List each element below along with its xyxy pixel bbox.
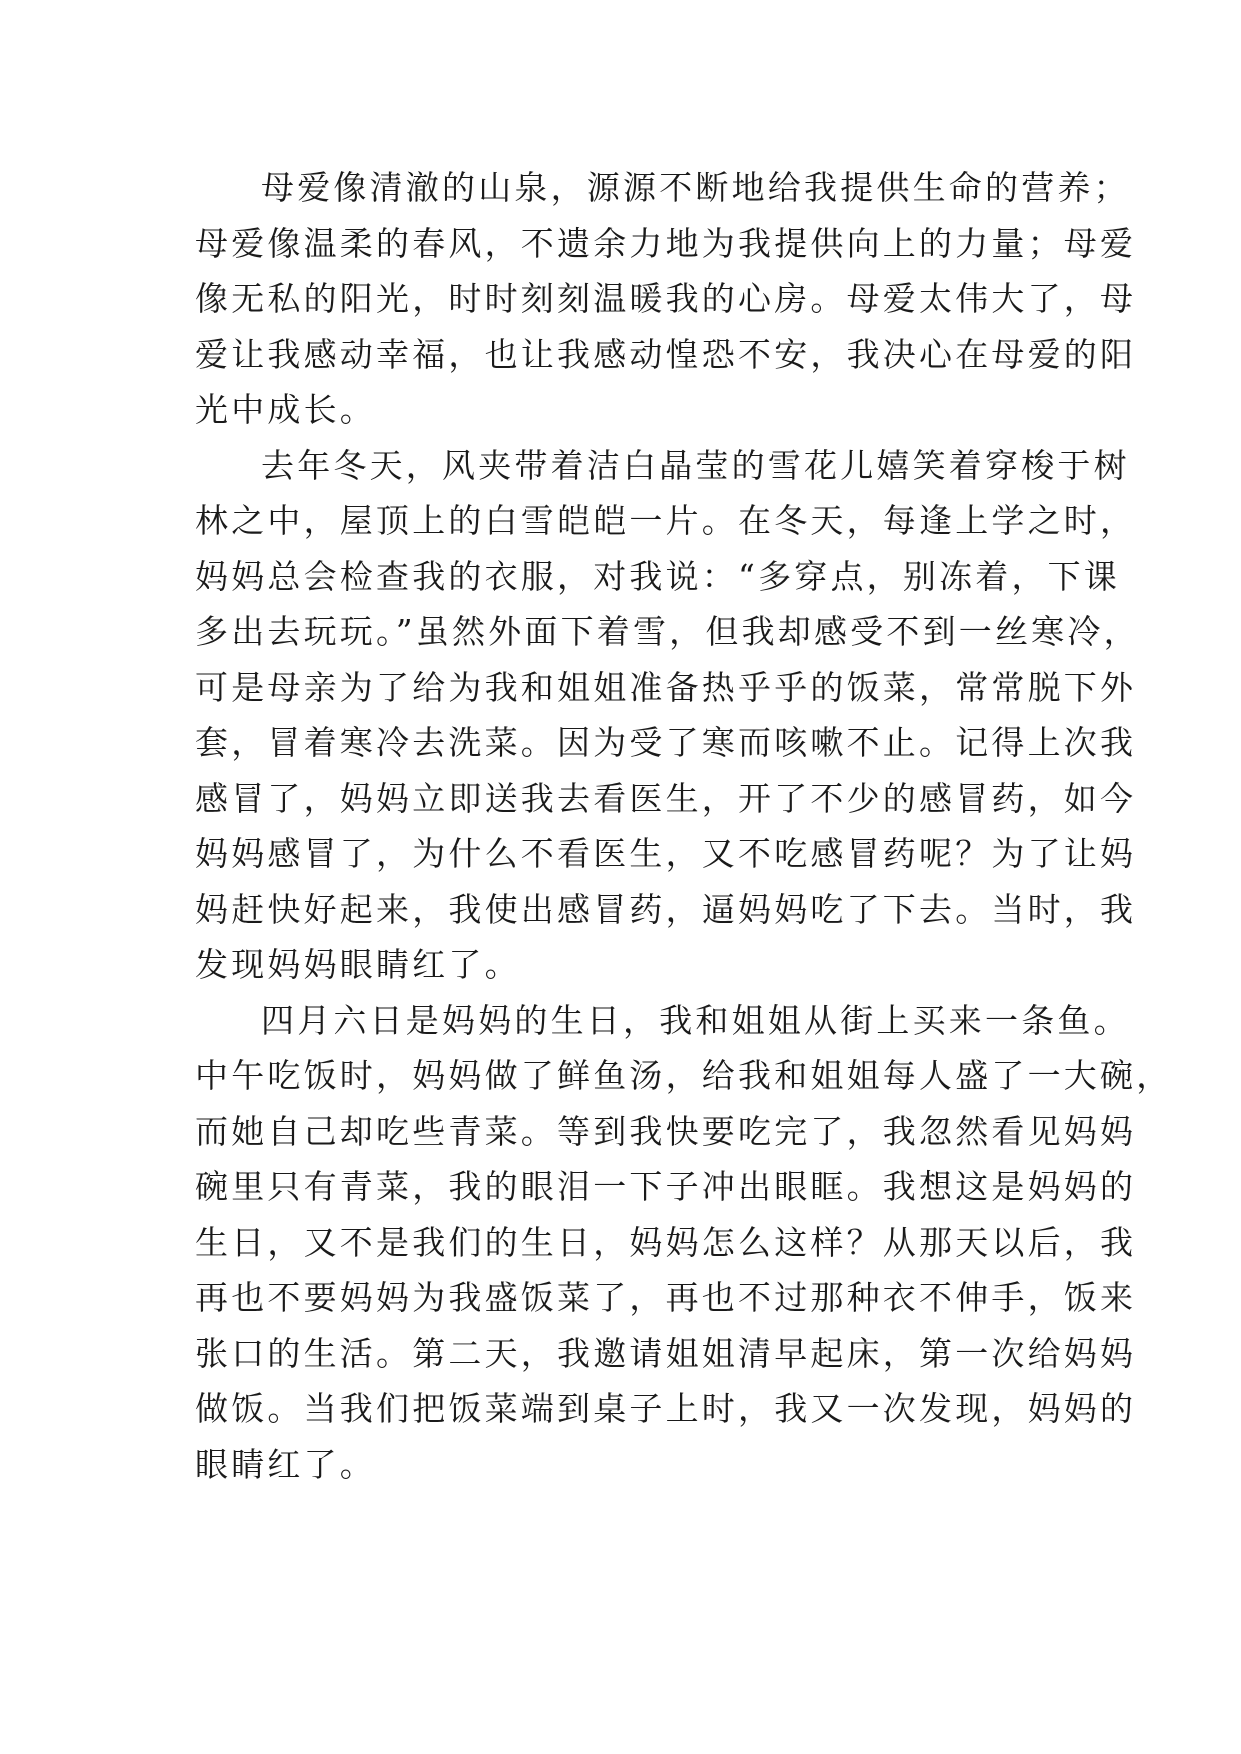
text-line: 光中成长。 xyxy=(195,390,376,429)
paragraph-3 xyxy=(195,993,1173,1493)
text-line: 妈妈感冒了，为什么不看医生，又不吃感冒药呢？为了让妈 xyxy=(195,834,1137,873)
paragraph-2 xyxy=(195,438,1140,993)
text-line: 母爱像清澈的山泉，源源不断地给我提供生命的营养； xyxy=(261,168,1130,207)
text-line: 眼睛红了。 xyxy=(195,1444,376,1484)
text-line: 中午吃饭时，妈妈做了鲜鱼汤，给我和姐姐每人盛了一大碗， xyxy=(195,1056,1173,1095)
text-line: 多出去玩玩。”虽然外面下着雪，但我却感受不到一丝寒冷， xyxy=(195,612,1140,651)
text-line: 碗里只有青菜，我的眼泪一下子冲出眼眶。我想这是妈妈的 xyxy=(195,1167,1137,1206)
text-line: 妈妈总会检查我的衣服，对我说：“多穿点，别冻着，下课 xyxy=(195,556,1121,596)
text-line: 四月六日是妈妈的生日，我和姐姐从街上买来一条鱼。 xyxy=(261,1000,1130,1040)
text-line: 感冒了，妈妈立即送我去看医生，开了不少的感冒药，如今 xyxy=(195,778,1137,818)
text-line: 而她自己却吃些青菜。等到我快要吃完了，我忽然看见妈妈 xyxy=(195,1111,1137,1151)
text-line: 再也不要妈妈为我盛饭菜了，再也不过那种衣不伸手，饭来 xyxy=(195,1278,1137,1317)
text-line: 做饭。当我们把饭菜端到桌子上时，我又一次发现，妈妈的 xyxy=(195,1389,1137,1428)
text-line: 发现妈妈眼睛红了。 xyxy=(195,945,521,984)
text-line: 张口的生活。第二天，我邀请姐姐清早起床，第一次给妈妈 xyxy=(195,1333,1137,1373)
text-line: 可是母亲为了给为我和姐姐准备热乎乎的饭菜，常常脱下外 xyxy=(195,667,1137,707)
text-line: 像无私的阳光，时时刻刻温暖我的心房。母爱太伟大了，母 xyxy=(195,279,1137,318)
text-line: 爱让我感动幸福，也让我感动惶恐不安，我决心在母爱的阳 xyxy=(195,334,1137,374)
text-line: 生日，又不是我们的生日，妈妈怎么这样？从那天以后，我 xyxy=(195,1222,1137,1262)
text-line: 去年冬天，风夹带着洁白晶莹的雪花儿嬉笑着穿梭于树 xyxy=(261,445,1130,485)
text-line: 妈赶快好起来，我使出感冒药，逼妈妈吃了下去。当时，我 xyxy=(195,889,1137,929)
document-body xyxy=(195,160,1173,1492)
paragraph-1 xyxy=(195,160,1137,438)
text-line: 母爱像温柔的春风，不遗余力地为我提供向上的力量；母爱 xyxy=(195,223,1137,263)
text-line: 林之中，屋顶上的白雪皑皑一片。在冬天，每逢上学之时， xyxy=(195,501,1137,540)
text-line: 套，冒着寒冷去洗菜。因为受了寒而咳嗽不止。记得上次我 xyxy=(195,723,1137,762)
